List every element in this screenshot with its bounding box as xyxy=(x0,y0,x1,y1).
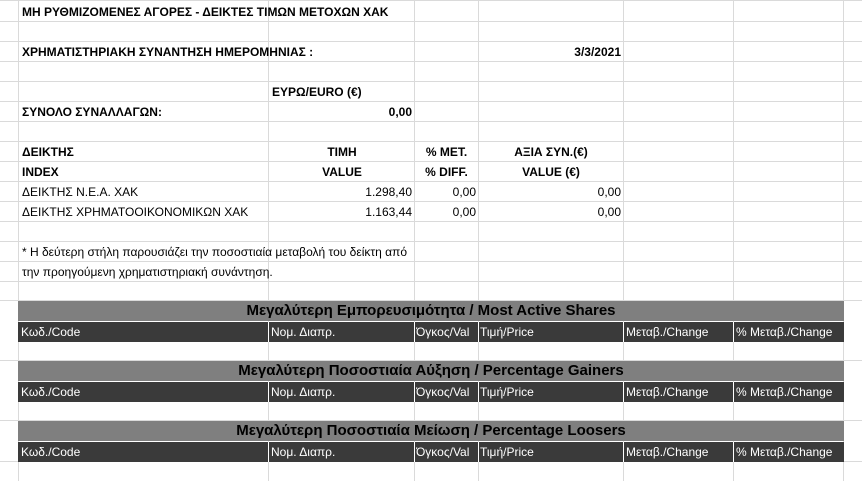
session-date[interactable]: 3/3/2021 xyxy=(574,45,621,59)
index-row-trade-value[interactable]: 0,00 xyxy=(597,205,621,219)
volume-column-header[interactable]: Όγκος/Val xyxy=(416,325,470,339)
index-row-diff[interactable]: 0,00 xyxy=(452,205,476,219)
change-column-header[interactable]: Μεταβ./Change xyxy=(626,385,709,399)
sheet-title[interactable]: ΜΗ ΡΥΘΜΙΖΟΜΕΝΕΣ ΑΓΟΡΕΣ - ΔΕΙΚΤΕΣ ΤΙΜΩΝ ΜΕΤΟΧΩΝ ΧΑΚ xyxy=(22,5,389,19)
most-active-title[interactable]: Μεγαλύτερη Εμπορευσιμότητα / Most Active Shares xyxy=(246,302,616,319)
pct-change-column-header[interactable]: % Μεταβ./Change xyxy=(736,385,833,399)
most-active-header-row xyxy=(18,322,844,342)
index-row-trade-value[interactable]: 0,00 xyxy=(597,185,621,199)
volume-column-header[interactable]: Όγκος/Val xyxy=(416,445,470,459)
nominal-column-header[interactable]: Νομ. Διαπρ. xyxy=(271,445,336,459)
value-header-gr[interactable]: ΤΙΜΗ xyxy=(327,145,357,159)
price-column-header[interactable]: Τιμή/Price xyxy=(480,385,534,399)
nominal-column-header[interactable]: Νομ. Διαπρ. xyxy=(271,325,336,339)
losers-title[interactable]: Μεγαλύτερη Ποσοστιαία Μείωση / Percentage Loosers xyxy=(236,422,626,439)
total-value[interactable]: 0,00 xyxy=(388,105,412,119)
index-row-name[interactable]: ΔΕΙΚΤΗΣ ΧΡΗΜΑΤΟΟΙΚΟΝΟΜΙΚΩΝ ΧΑΚ xyxy=(22,205,249,219)
price-column-header[interactable]: Τιμή/Price xyxy=(480,325,534,339)
note-line-1[interactable]: * Η δεύτερη στήλη παρουσιάζει την ποσοστιαία μεταβολή του δείκτη από xyxy=(22,245,408,259)
diff-header-gr[interactable]: % ΜΕΤ. xyxy=(425,145,468,159)
index-row-value[interactable]: 1.163,44 xyxy=(365,205,412,219)
pct-change-column-header[interactable]: % Μεταβ./Change xyxy=(736,445,833,459)
index-row-value[interactable]: 1.298,40 xyxy=(365,185,412,199)
trade-value-header-en[interactable]: VALUE (€) xyxy=(522,165,580,179)
index-header-gr[interactable]: ΔΕΙΚΤΗΣ xyxy=(22,145,74,159)
index-header-en[interactable]: INDEX xyxy=(22,165,59,179)
diff-header-en[interactable]: % DIFF. xyxy=(425,165,468,179)
nominal-column-header[interactable]: Νομ. Διαπρ. xyxy=(271,385,336,399)
change-column-header[interactable]: Μεταβ./Change xyxy=(626,325,709,339)
currency-label[interactable]: ΕΥΡΩ/EURO (€) xyxy=(272,85,362,99)
pct-change-column-header[interactable]: % Μεταβ./Change xyxy=(736,325,833,339)
price-column-header[interactable]: Τιμή/Price xyxy=(480,445,534,459)
total-label[interactable]: ΣΥΝΟΛΟ ΣΥΝΑΛΛΑΓΩΝ: xyxy=(22,105,162,119)
index-row-diff[interactable]: 0,00 xyxy=(452,185,476,199)
gainers-title[interactable]: Μεγαλύτερη Ποσοστιαία Αύξηση / Percentage Gainers xyxy=(238,362,624,379)
code-column-header[interactable]: Κωδ./Code xyxy=(21,325,81,339)
note-line-2[interactable]: την προηγούμενη χρηματιστηριακή συνάντηση. xyxy=(22,265,273,279)
volume-column-header[interactable]: Όγκος/Val xyxy=(416,385,470,399)
gainers-header-row xyxy=(18,382,844,402)
index-row-name[interactable]: ΔΕΙΚΤΗΣ Ν.Ε.Α. ΧΑΚ xyxy=(22,185,139,199)
session-label[interactable]: ΧΡΗΜΑΤΙΣΤΗΡΙΑΚΗ ΣΥΝΑΝΤΗΣΗ ΗΜΕΡΟΜΗΝΙΑΣ : xyxy=(22,45,314,59)
change-column-header[interactable]: Μεταβ./Change xyxy=(626,445,709,459)
code-column-header[interactable]: Κωδ./Code xyxy=(21,445,81,459)
trade-value-header-gr[interactable]: ΑΞΙΑ ΣΥΝ.(€) xyxy=(514,145,588,159)
losers-header-row xyxy=(18,442,844,462)
code-column-header[interactable]: Κωδ./Code xyxy=(21,385,81,399)
value-header-en[interactable]: VALUE xyxy=(322,165,362,179)
